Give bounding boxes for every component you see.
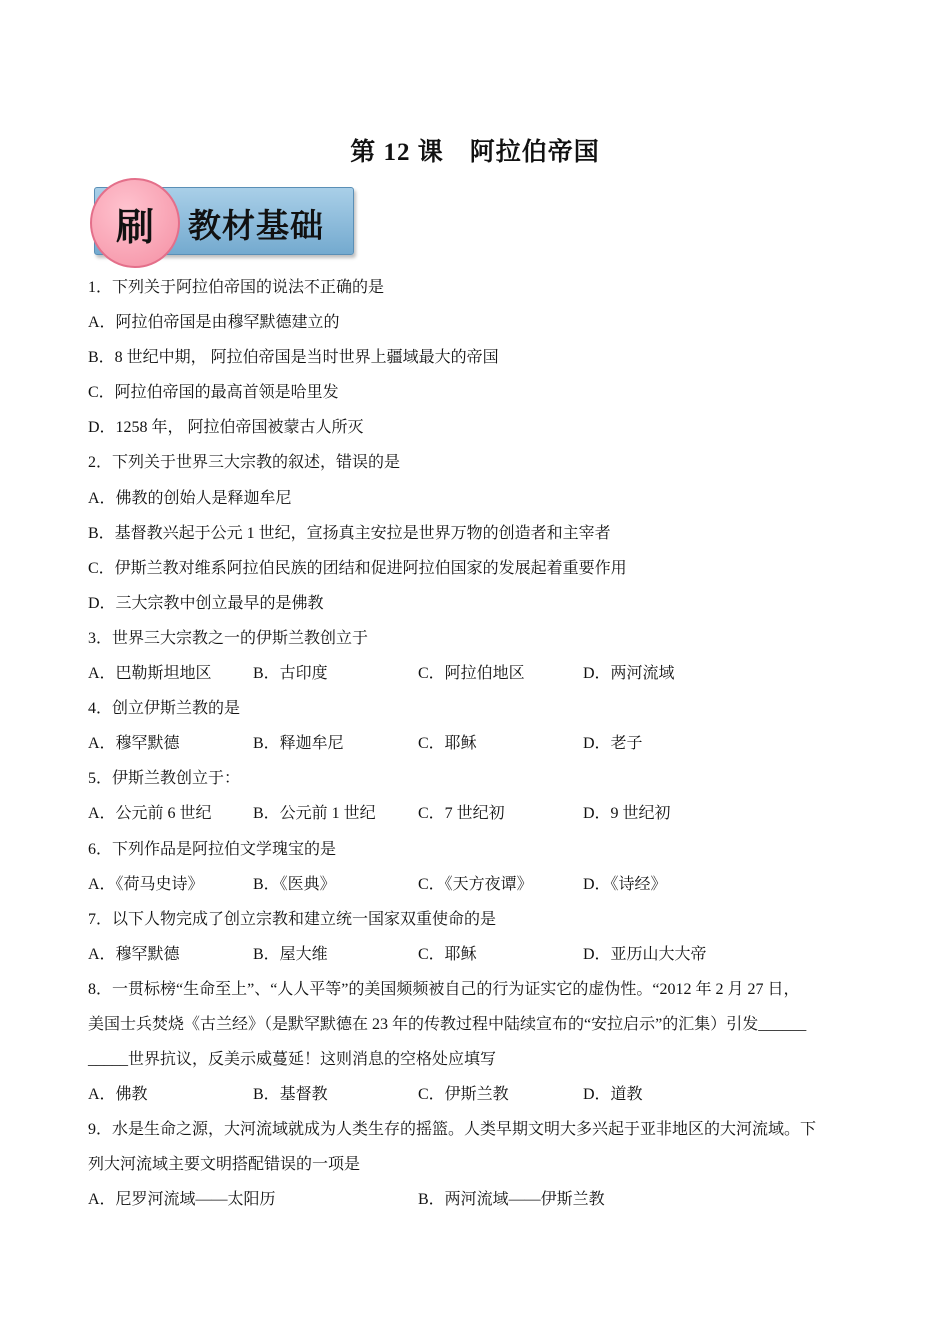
question-8-stem-line-1: 8．一贯标榜“生命至上”、“人人平等”的美国频频被自己的行为证实它的虚伪性。“2012 年 2 月 27 日，: [88, 980, 800, 998]
question-6-option-a: A．《荷马史诗》: [88, 875, 204, 893]
question-5-stem: 5．伊斯兰教创立于：: [88, 770, 241, 788]
question-6-option-b: B．《医典》: [253, 875, 336, 893]
question-3-stem: 3．世界三大宗教之一的伊斯兰教创立于: [88, 629, 369, 647]
question-4-stem: 4．创立伊斯兰教的是: [88, 700, 241, 718]
question-9-option-b: B．两河流域——伊斯兰教: [418, 1191, 605, 1209]
question-1-stem: 1．下列关于阿拉伯帝国的说法不正确的是: [88, 279, 385, 296]
question-9-stem-line-2: 列大河流域主要文明搭配错误的一项是: [88, 1156, 361, 1174]
question-7-option-a: A．穆罕默德: [88, 945, 180, 963]
question-5-option-c: C．7 世纪初: [418, 805, 505, 823]
question-8-options: [88, 1077, 868, 1112]
question-6-option-c: C．《天方夜谭》: [418, 875, 533, 893]
question-7-option-d: D．亚历山大大帝: [583, 945, 707, 963]
question-9-stem-line-1: 9．水是生命之源，大河流域就成为人类生存的摇篮。人类早期文明大多兴起于亚非地区的大河流域。下: [88, 1121, 817, 1139]
question-7-options: [88, 937, 868, 972]
question-1-option-d: D．1258 年， 阿拉伯帝国被蒙古人所灭: [88, 419, 364, 437]
section-badge: [90, 178, 355, 268]
question-1-option-c: C．阿拉伯帝国的最高首领是哈里发: [88, 384, 339, 402]
question-4-option-d: D．老子: [583, 735, 643, 753]
question-5-option-b: B．公元前 1 世纪: [253, 805, 376, 823]
question-list: [88, 270, 868, 1218]
question-2-option-a: A．佛教的创始人是释迦牟尼: [88, 489, 292, 507]
question-9-options: [88, 1182, 868, 1217]
question-2-option-d: D．三大宗教中创立最早的是佛教: [88, 594, 324, 612]
question-8-option-c: C．伊斯兰教: [418, 1086, 509, 1104]
question-7-option-c: C．耶稣: [418, 945, 477, 963]
question-1-option-b: B．8 世纪中期， 阿拉伯帝国是当时世界上疆域最大的帝国: [88, 349, 499, 367]
question-6-options: [88, 867, 868, 902]
question-3-option-a: A．巴勒斯坦地区: [88, 665, 212, 683]
question-3-option-b: B．古印度: [253, 665, 328, 683]
question-2-option-c: C．伊斯兰教对维系阿拉伯民族的团结和促进阿拉伯国家的发展起着重要作用: [88, 559, 627, 577]
question-9-option-a: A．尼罗河流域——太阳历: [88, 1191, 276, 1209]
question-3-options: [88, 656, 868, 691]
question-8-stem-line-2: 美国士兵焚烧《古兰经》（是默罕默德在 23 年的传教过程中陆续宣布的“安拉启示”的汇集）引发______: [88, 1015, 807, 1033]
question-5-option-d: D．9 世纪初: [583, 805, 671, 823]
badge-label: 教材基础: [188, 209, 324, 245]
question-6-stem: 6．下列作品是阿拉伯文学瑰宝的是: [88, 840, 337, 858]
question-1-option-a: A．阿拉伯帝国是由穆罕默德建立的: [88, 314, 340, 332]
question-4-option-b: B．释迦牟尼: [253, 735, 344, 753]
question-4-option-c: C．耶稣: [418, 735, 477, 753]
question-3-option-d: D．两河流域: [583, 665, 675, 683]
question-8-option-b: B．基督教: [253, 1086, 328, 1104]
question-8-option-a: A．佛教: [88, 1086, 148, 1104]
question-7-stem: 7．以下人物完成了创立宗教和建立统一国家双重使命的是: [88, 910, 497, 928]
question-4-option-a: A．穆罕默德: [88, 735, 180, 753]
question-8-stem-line-3: _____世界抗议，反美示威蔓延！这则消息的空格处应填写: [88, 1051, 497, 1069]
question-6-option-d: D．《诗经》: [583, 875, 667, 893]
question-2-stem: 2．下列关于世界三大宗教的叙述，错误的是: [88, 454, 401, 472]
question-4-options: [88, 726, 868, 761]
question-2-option-b: B．基督教兴起于公元 1 世纪，宣扬真主安拉是世界万物的创造者和主宰者: [88, 524, 611, 542]
question-5-option-a: A．公元前 6 世纪: [88, 805, 212, 823]
question-5-options: [88, 796, 868, 831]
question-7-option-b: B．屋大维: [253, 945, 328, 963]
badge-circle: 刷: [90, 178, 180, 268]
lesson-title: 第 12 课 阿拉伯帝国: [350, 139, 600, 166]
question-3-option-c: C．阿拉伯地区: [418, 665, 525, 683]
question-8-option-d: D．道教: [583, 1086, 643, 1104]
